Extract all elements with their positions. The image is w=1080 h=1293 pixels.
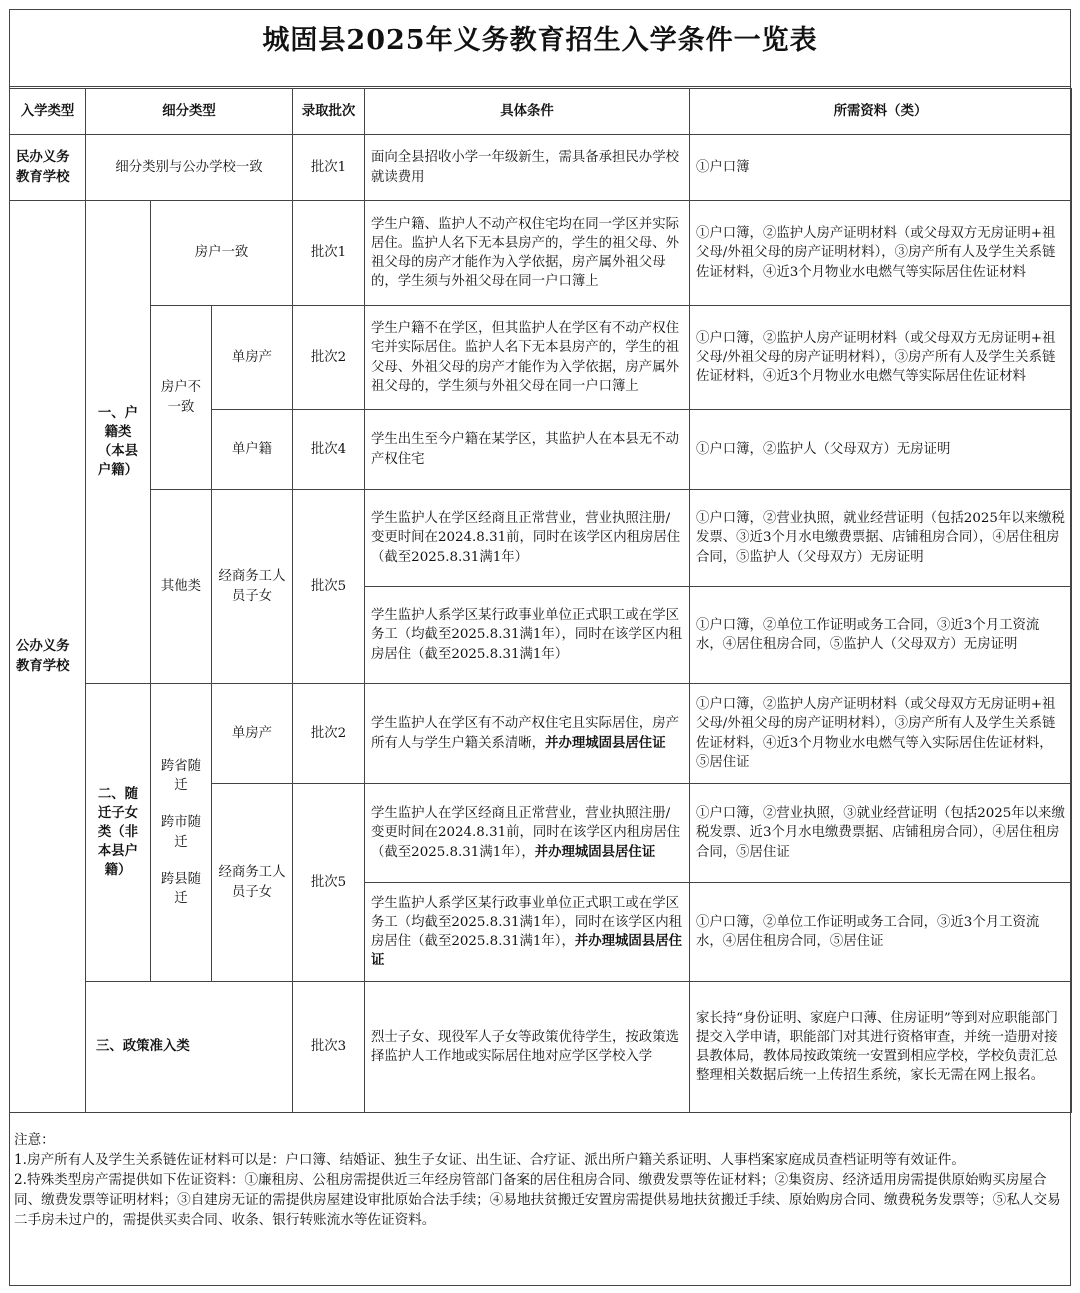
subtype2-cell: 经商务工人员子女: [212, 490, 293, 684]
subtype2-cell: 单房产: [212, 306, 293, 410]
documents-cell: ①户口簿，②监护人（父母双方）无房证明: [690, 410, 1072, 490]
type-cell-public: 公办义务教育学校: [10, 201, 86, 1113]
documents-cell: ①户口簿: [690, 135, 1072, 201]
condition-cell: 学生户籍不在学区，但其监护人在学区有不动产权住宅并实际居住。监护人名下无本县房产的，学生的祖父母、外祖父母的房产才能作为入学依据，房产属外祖父母的，学生须与外祖父母在同一户口簿上: [365, 306, 690, 410]
subtype-cell: [151, 684, 212, 982]
documents-cell: ①户口簿，②营业执照，就业经营证明（包括2025年以来缴税发票、③近3个月水电缴费票据、店铺租房合同），④居住租房合同，⑤监护人（父母双方）无房证明: [690, 490, 1072, 587]
batch-cell: 批次2: [293, 684, 365, 784]
condition-cell: [365, 784, 690, 883]
documents-cell: ①户口簿，②监护人房产证明材料（或父母双方无房证明+祖父母/外祖父母的房产证明材料），③房产所有人及学生关系链佐证材料，④近3个月物业水电燃气等实际居住佐证材料: [690, 201, 1072, 306]
batch-cell: 批次1: [293, 201, 365, 306]
subtype-item: 跨市随迁: [160, 815, 202, 850]
condition-bold-text: 并办理城固县居住证: [371, 933, 682, 969]
title-divider: [9, 86, 1071, 87]
condition-bold-text: 并办理城固县居住证: [534, 843, 656, 860]
category-huji: 一、户籍类（本县户籍）: [86, 201, 151, 684]
condition-cell: [365, 684, 690, 784]
documents-cell: ①户口簿，②营业执照，③就业经营证明（包括2025年以来缴税发票、近3个月水电缴费票据、店铺租房合同），④居住租房合同，⑤居住证: [690, 784, 1072, 883]
category-zhengce: 三、政策准入类: [86, 982, 293, 1113]
note-item: 2.特殊类型房产需提供如下佐证资料：①廉租房、公租房需提供近三年经房管部门备案的居住租房合同、缴费发票等佐证材料；②集资房、经济适用房需提供原始购买房屋合同、缴费发票等证明材料；③自建房无证的需提供房屋建设审批原始合法手续；④易地扶贫搬迁安置房需提供易地扶贫搬迁手续、原始购房合同、缴费税务发票等；⑤私人交易二手房未过户的，需提供买卖合同、收条、银行转账流水等佐证资料。: [14, 1172, 1061, 1229]
condition-text: 学生监护人在学区有不动产权住宅且实际居住，房产所有人与学生户籍关系清晰，: [371, 716, 679, 751]
batch-cell: 批次1: [293, 135, 365, 201]
condition-text: 学生监护人系学区某行政事业单位正式职工或在学区务工（均截至2025.8.31满1年），同时在该学区内租房居住（截至2025.8.31满1年），: [371, 895, 682, 949]
documents-cell: 家长持“身份证明、家庭户口薄、住房证明”等到对应职能部门提交入学申请，职能部门对其进行资格审查，并统一造册对接县教体局，教体局按政策统一安置到相应学校，学校负责汇总整理相关数据后统一上传招生系统，家长无需在网上报名。: [690, 982, 1072, 1113]
table-row: [10, 490, 1072, 587]
condition-text: 学生监护人在学区经商且正常营业，营业执照注册/变更时间在2024.8.31前，同时在该学区内租房居住（截至2025.8.31满1年），: [371, 806, 681, 860]
category-suiqian: 二、随迁子女类（非本县户籍）: [86, 684, 151, 982]
header-batch: 录取批次: [293, 89, 365, 135]
condition-cell: [365, 883, 690, 982]
subtype-cell: 房户不一致: [151, 306, 212, 490]
type-cell-private: 民办义务教育学校: [10, 135, 86, 201]
page-title: 城固县2025年义务教育招生入学条件一览表: [262, 25, 818, 56]
documents-cell: ①户口簿，②单位工作证明或务工合同，③近3个月工资流水，④居住租房合同，⑤居住证: [690, 883, 1072, 982]
condition-cell: 学生监护人在学区经商且正常营业，营业执照注册/变更时间在2024.8.31前，同时在该学区内租房居住（截至2025.8.31满1年）: [365, 490, 690, 587]
condition-cell: 烈士子女、现役军人子女等政策优待学生，按政策选择监护人工作地或实际居住地对应学区学校入学: [365, 982, 690, 1113]
condition-cell: 学生监护人系学区某行政事业单位正式职工或在学区务工（均截至2025.8.31满1年），同时在该学区内租房居住（截至2025.8.31满1年）: [365, 587, 690, 684]
condition-cell: 学生出生至今户籍在某学区，其监护人在本县无不动产权住宅: [365, 410, 690, 490]
batch-cell: 批次5: [293, 784, 365, 982]
subtype2-cell: 单户籍: [212, 410, 293, 490]
condition-bold-text: 并办理城固县居住证: [545, 734, 666, 751]
batch-cell: 批次3: [293, 982, 365, 1113]
condition-cell: 面向全县招收小学一年级新生，需具备承担民办学校就读费用: [365, 135, 690, 201]
subtype2-cell: 单房产: [212, 684, 293, 784]
batch-cell: 批次2: [293, 306, 365, 410]
table-row: [10, 982, 1072, 1113]
notes-heading: 注意：: [14, 1132, 55, 1148]
batch-cell: 批次5: [293, 490, 365, 684]
subtype-cell: 细分类别与公办学校一致: [86, 135, 293, 201]
documents-cell: ①户口簿，②单位工作证明或务工合同，③近3个月工资流水，④居住租房合同，⑤监护人（父母双方）无房证明: [690, 587, 1072, 684]
table-row: [10, 201, 1072, 306]
header-row: [10, 89, 1072, 135]
header-conditions: 具体条件: [365, 89, 690, 135]
subtype-cell: 其他类: [151, 490, 212, 684]
subtype-cell: 房户一致: [151, 201, 293, 306]
documents-cell: ①户口簿，②监护人房产证明材料（或父母双方无房证明+祖父母/外祖父母的房产证明材料），③房产所有人及学生关系链佐证材料，④近3个月物业水电燃气等实际居住佐证材料: [690, 306, 1072, 410]
table-row: [10, 684, 1072, 784]
table-row: [10, 135, 1072, 201]
subtype-item: 跨县随迁: [160, 871, 202, 906]
subtype2-cell: 经商务工人员子女: [212, 784, 293, 982]
batch-cell: 批次4: [293, 410, 365, 490]
table-row: [10, 306, 1072, 410]
note-item: 1.房产所有人及学生关系链佐证材料可以是：户口簿、结婚证、独生子女证、出生证、合疗证、派出所户籍关系证明、人事档案家庭成员查档证明等有效证件。: [14, 1152, 965, 1169]
condition-cell: 学生户籍、监护人不动产权住宅均在同一学区并实际居住。监护人名下无本县房产的，学生的祖父母、外祖父母的房产才能作为入学依据，房产属外祖父母的，学生须与外祖父母在同一户口簿上: [365, 201, 690, 306]
documents-cell: ①户口簿，②监护人房产证明材料（或父母双方无房证明+祖父母/外祖父母的房产证明材料），③房产所有人及学生关系链佐证材料，④近3个月物业水电燃气等入实际居住佐证材料，⑤居住证: [690, 684, 1072, 784]
header-subtype: 细分类型: [86, 89, 293, 135]
notes-section: [14, 1130, 1068, 1231]
header-type: 入学类型: [10, 89, 86, 135]
subtype-item: 跨省随迁: [160, 759, 202, 794]
header-documents: 所需资料（类）: [690, 89, 1072, 135]
enrollment-conditions-table: [9, 88, 1072, 1113]
